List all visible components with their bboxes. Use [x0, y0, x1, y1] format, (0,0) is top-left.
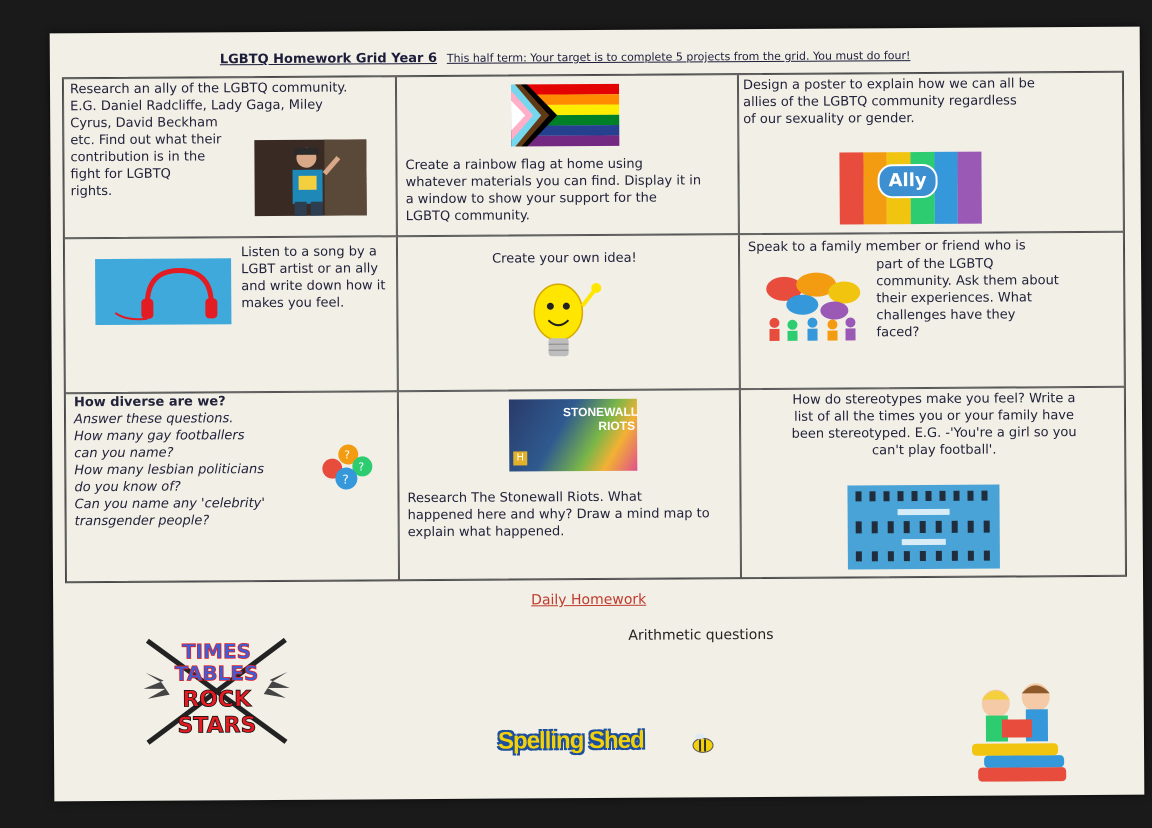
page-title: LGBTQ Homework Grid Year 6 — [219, 50, 438, 68]
stereotypes-text: How do stereotypes make you feel? Write a list of all the times you or your family have been stereotyped. E.G. -'You're a girl so you can't play football'. — [791, 391, 1077, 459]
cell-rainbow-flag — [396, 74, 739, 236]
page-header — [220, 47, 1120, 74]
lightbulb-icon — [526, 278, 605, 370]
question-bubbles-icon — [318, 442, 376, 492]
family-text-first-line: Speak to a family member or friend who is — [747, 238, 1026, 256]
svg-text:?: ? — [344, 448, 351, 462]
page-subtitle: This half term: Your target is to complete 5 projects from the grid. You must do four! — [446, 49, 911, 65]
ally-badge: Ally — [877, 164, 937, 198]
rainbow-flag-text: Create a rainbow flag at home using whatever materials you can find. Display it in a window to show your support for the LGBTQ community. — [405, 156, 702, 225]
song-text: Listen to a song by a LGBT artist or an ally and write down how it makes you feel. — [240, 244, 386, 312]
progress-flag-image — [511, 84, 619, 147]
stonewall-image — [509, 399, 637, 472]
cell-stereotypes — [740, 387, 1126, 578]
stonewall-text: Research The Stonewall Riots. What happened here and why? Draw a mind map to explain what happened. — [407, 489, 710, 541]
svg-text:?: ? — [358, 460, 365, 474]
poster-text: Design a poster to explain how we can all be allies of the LGBTQ community regardless of our sexuality or gender. — [742, 76, 1035, 128]
homework-grid — [62, 71, 1127, 583]
cell-family — [739, 232, 1125, 389]
arithmetic-questions: Arithmetic questions — [628, 626, 774, 644]
svg-text:ROCK: ROCK — [182, 687, 252, 713]
guitars-wings-icon — [141, 632, 292, 751]
stereotypes-poster-image — [847, 485, 1000, 570]
family-text: part of the LGBTQ community. Ask them about their experiences. What challenges have they faced? — [876, 256, 1059, 341]
svg-text:TIMES: TIMES — [181, 639, 252, 664]
diverse-text: Answer these questions. How many gay footballers can you name? How many lesbian politicians do you know of? Can you name any 'celebrity' transgender people? — [73, 411, 265, 530]
cell-own-idea — [397, 234, 740, 391]
times-tables-rock-stars-logo — [141, 632, 292, 751]
cell-stonewall — [398, 389, 741, 580]
stonewall-logo-text: STONEWALL RIOTS — [562, 404, 639, 433]
history-badge-icon: H — [513, 451, 527, 465]
ally-research-text: Research an ally of the LGBTQ community. E.G. Daniel Radcliffe, Lady Gaga, Miley Cyrus, David Beckham etc. Find out what their contribution is in the fight for LGBTQ rights. — [69, 80, 348, 200]
cell-diverse — [65, 391, 399, 582]
svg-text:STARS: STARS — [177, 713, 257, 739]
spelling-shed-logo: Spelling Shed — [497, 726, 644, 755]
cell-ally-research — [63, 76, 397, 238]
bee-icon — [688, 729, 718, 759]
people-chat-icon — [760, 270, 864, 343]
homework-sheet — [50, 27, 1145, 802]
headphones-icon — [95, 258, 231, 325]
diverse-title: How diverse are we? — [73, 394, 226, 411]
svg-text:TABLES: TABLES — [174, 661, 259, 686]
daily-homework-heading: Daily Homework — [531, 591, 647, 609]
svg-text:?: ? — [342, 472, 349, 487]
celebrity-photo — [254, 139, 366, 216]
children-reading-icon — [966, 667, 1077, 788]
ally-poster-image — [839, 152, 981, 225]
own-idea-text: Create your own idea! — [492, 250, 637, 267]
cell-song — [64, 236, 398, 393]
cell-poster — [738, 72, 1124, 234]
